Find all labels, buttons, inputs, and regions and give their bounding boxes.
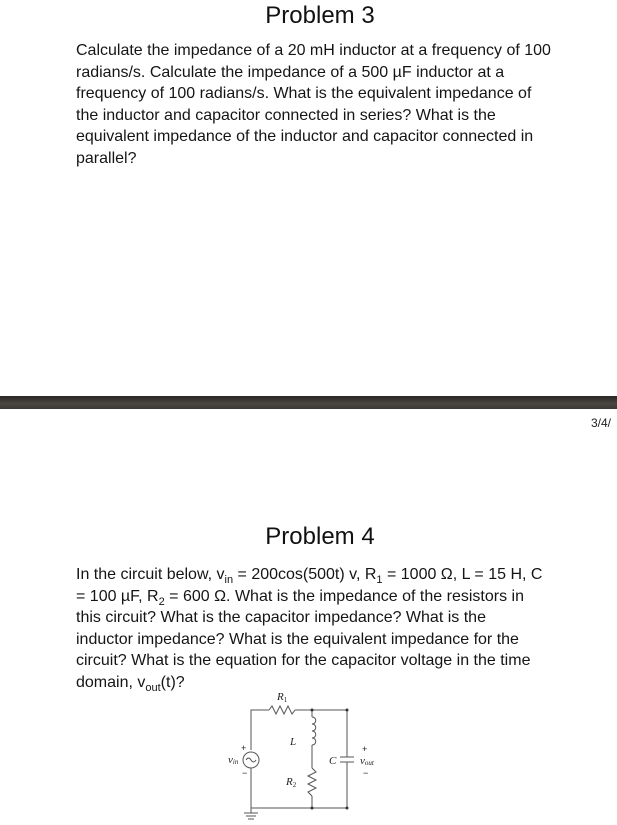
problem-3-text: Calculate the impedance of a 20 mH inductor at a frequency of 100 radians/s. Calculate the impedance of a 500 µF inductor at a frequency of 100 radians/s. What is the equivalent impedance of the inductor and capacitor connected in series? What is the equivalent impedance of the inductor and capacitor connected in parallel? xyxy=(76,42,551,167)
wire-left-top xyxy=(251,710,269,750)
c-label: C xyxy=(329,755,337,767)
vin-plus: + xyxy=(241,743,247,753)
vout-minus: − xyxy=(363,768,369,778)
date-label: 3/4/ xyxy=(591,416,612,430)
problem-4-text: In the circuit below, $v_{in} = 200\cos(500t)$ v, $R_1 = 1000$ Ω, L = 15 H, C = 100 µF, $R_2 = 600$ Ω. What is the impedance of the resistors in this circuit? What is the capacitor impedance? What is the inductor impedance? What is the equivalent impedance for the circuit? What is the equation for the capacitor voltage in the time domain, $v_{out}(t)$? xyxy=(76,566,543,694)
resistor-r1-icon xyxy=(269,706,295,714)
vin-minus: − xyxy=(242,768,248,778)
problem-3-title: Problem 3 xyxy=(265,2,375,29)
l-label: L xyxy=(290,736,297,748)
r2-label: R2 xyxy=(286,776,297,789)
vout-plus: + xyxy=(362,744,368,754)
vout-label: vout xyxy=(360,755,374,767)
r1-label: R1 xyxy=(277,691,288,704)
resistor-r2-icon xyxy=(308,768,316,796)
inductor-icon xyxy=(312,717,316,745)
vin-label: vin xyxy=(228,754,239,766)
problem-4-title: Problem 4 xyxy=(265,523,375,550)
